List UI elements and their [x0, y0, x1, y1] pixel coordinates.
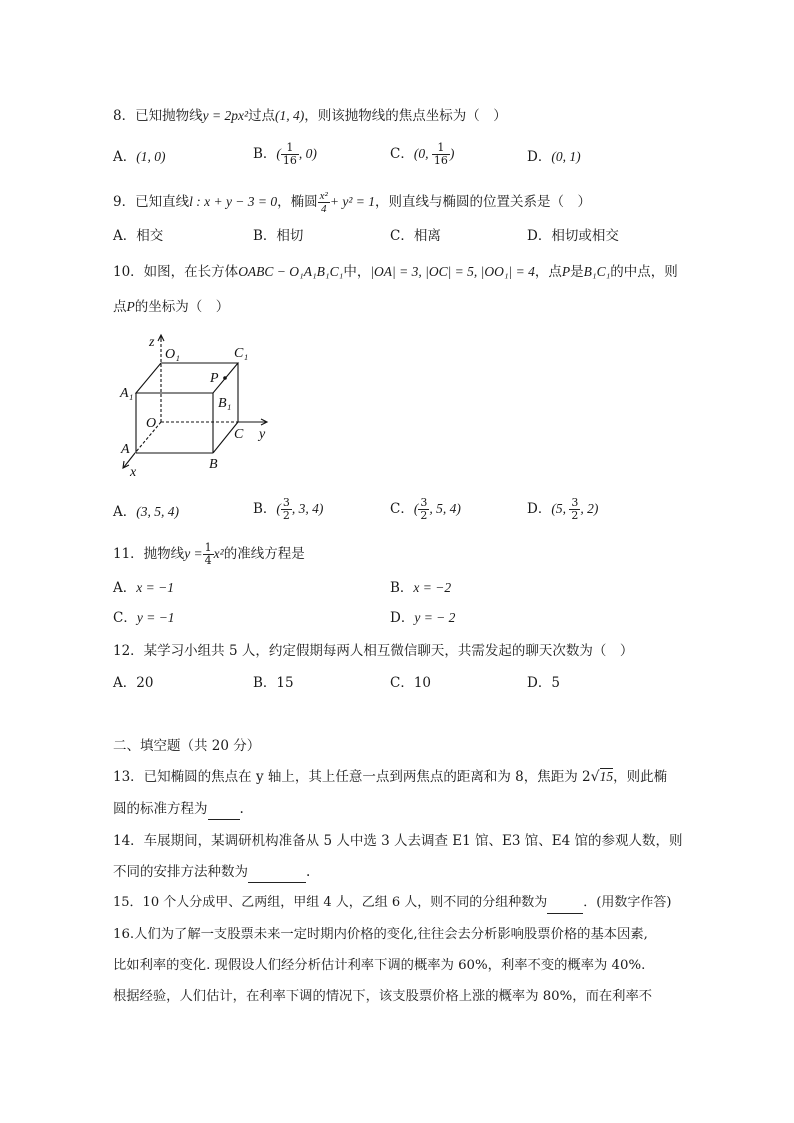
q10-solid: OABC − O₁A₁B₁C₁ — [238, 264, 344, 279]
q14-text: . — [306, 864, 311, 880]
option-value: , 5, 4) — [429, 501, 461, 516]
denominator: 16 — [282, 154, 297, 167]
q9-text: ，则直线与椭圆的位置关系是（ ） — [374, 194, 591, 210]
numerator: 3 — [571, 496, 579, 509]
q11-text: 的准线方程是 — [223, 546, 305, 562]
fraction — [318, 190, 330, 215]
option-label: B． — [390, 580, 414, 596]
label-o: O — [146, 416, 157, 431]
denominator: 2 — [571, 509, 579, 522]
numerator: 1 — [204, 541, 212, 554]
q9-text: 9．已知直线 — [113, 194, 190, 210]
option-label: B． — [253, 146, 277, 162]
q12-option-c: C．10 — [390, 675, 432, 691]
q10-option-c — [390, 497, 461, 522]
label-z: z — [149, 335, 155, 350]
q8-option-c — [390, 142, 454, 167]
option-value: (0, 1) — [551, 149, 581, 164]
denominator: 2 — [282, 509, 290, 522]
q10-text: ，点 — [534, 264, 562, 280]
q9-option-b: B．相切 — [253, 228, 304, 244]
fraction — [281, 497, 292, 522]
label-y: y — [259, 427, 266, 442]
q11-expr: y = — [184, 546, 203, 561]
option-value: (5, — [551, 501, 570, 516]
denominator: 4 — [321, 203, 327, 215]
q10-text: 的中点，则 — [610, 264, 678, 280]
q8-stem — [113, 106, 507, 126]
label-b1: B₁ — [218, 396, 232, 411]
q12-option-d: D．5 — [527, 675, 560, 691]
q12-option-b: B．15 — [253, 675, 294, 691]
q9-ellipse-expr: + y² = 1 — [329, 194, 375, 209]
option-value: , 3, 4) — [291, 501, 324, 516]
option-value: ( — [276, 146, 281, 161]
q10-stem-line1 — [113, 262, 678, 282]
q10-text: 是 — [570, 264, 584, 280]
q16-line3: 根据经验，人们估计，在利率下调的情况下，该支股票价格上涨的概率为 80%，而在利率不 — [113, 989, 653, 1004]
q9-option-c: C．相离 — [390, 228, 441, 244]
label-c1: C₁ — [234, 346, 249, 361]
q11-option-a — [113, 578, 174, 598]
label-a1: A₁ — [120, 386, 134, 401]
q10-option-d — [527, 497, 598, 522]
q10-text: 点 — [113, 299, 127, 315]
q10-text: 10．如图，在长方体 — [113, 264, 239, 280]
q15-line — [113, 893, 671, 914]
q10-point: P — [126, 299, 135, 314]
q11-option-b — [390, 578, 451, 598]
numerator: 3 — [420, 496, 428, 509]
option-value: ( — [276, 501, 281, 516]
fraction — [281, 142, 299, 167]
q8-text: ，则该抛物线的焦点坐标为（ ） — [304, 108, 507, 124]
section-heading: 二、填空题（共 20 分） — [113, 738, 261, 754]
denominator: 4 — [204, 554, 212, 567]
option-label: A． — [113, 149, 137, 165]
option-label: D． — [527, 501, 552, 517]
q8-text: 8．已知抛物线 — [113, 108, 203, 124]
option-label: C． — [113, 610, 137, 626]
q10-point: P — [561, 264, 571, 279]
q10-text: 的坐标为（ ） — [134, 299, 230, 315]
option-value: , 2) — [580, 501, 599, 516]
cuboid-diagram — [113, 330, 283, 480]
option-label: B． — [253, 501, 277, 517]
q11-option-c — [113, 608, 175, 628]
q10-text: 中， — [343, 264, 371, 280]
numerator: x² — [319, 190, 328, 202]
option-value: y = −1 — [136, 610, 175, 625]
q10-option-b — [253, 497, 323, 522]
q10-conditions: |OA| = 3, |OC| = 5, |OO₁| = 4 — [370, 264, 535, 279]
denominator: 2 — [420, 509, 428, 522]
option-label: C． — [390, 501, 414, 517]
numerator: 1 — [432, 142, 450, 155]
q14-line2 — [113, 862, 310, 883]
q10-option-a — [113, 502, 179, 522]
label-x: x — [130, 465, 137, 480]
option-value: x = −2 — [413, 580, 452, 595]
fraction — [203, 542, 214, 567]
option-label: D． — [390, 610, 415, 626]
q10-segment: B₁C₁ — [583, 264, 611, 279]
q8-text: 过点 — [248, 108, 275, 124]
cuboid-figure — [113, 330, 283, 480]
label-c: C — [234, 427, 244, 442]
q13-text: 圆的标准方程为 — [113, 801, 208, 817]
option-value: (0, — [413, 146, 432, 161]
numerator: 1 — [281, 142, 299, 155]
fraction — [418, 497, 429, 522]
option-label: C． — [390, 146, 414, 162]
answer-blank[interactable] — [248, 862, 306, 883]
q11-expr: x² — [213, 546, 224, 561]
q11-stem — [113, 542, 305, 567]
q9-stem — [113, 190, 591, 215]
q11-text: 11．抛物线 — [113, 546, 185, 562]
q16-line1: 16.人们为了解一支股票未来一定时期内价格的变化,往往会去分析影响股票价格的基本因素, — [113, 927, 648, 942]
fraction — [432, 142, 450, 167]
answer-blank[interactable] — [208, 799, 240, 820]
point-p-marker — [223, 376, 227, 380]
q11-option-d — [390, 608, 455, 628]
option-value: y = − 2 — [414, 610, 456, 625]
q14-text: 不同的安排方法种数为 — [113, 864, 248, 880]
sqrt-sign: √ — [590, 769, 600, 785]
answer-blank[interactable] — [547, 893, 583, 914]
q13-line2 — [113, 799, 244, 820]
label-a: A — [121, 442, 130, 457]
q14-line1: 14．车展期间，某调研机构准备从 5 人中选 3 人去调查 E1 馆、E3 馆、E4 馆的参观人数，则 — [113, 833, 683, 849]
q9-option-a: A．相交 — [113, 228, 164, 244]
q13-text: 13．已知椭圆的焦点在 y 轴上，其上任意一点到两焦点的距离和为 8，焦距为 2 — [113, 769, 591, 785]
option-label: A． — [113, 504, 137, 520]
option-label: A． — [113, 580, 137, 596]
q8-option-d — [527, 147, 581, 167]
q12-stem: 12．某学习小组共 5 人，约定假期每两人相互微信聊天，共需发起的聊天次数为（ ） — [113, 643, 634, 659]
q9-text: ，椭圆 — [277, 194, 318, 210]
q13-line1 — [113, 767, 667, 787]
option-value: (1, 0) — [136, 149, 166, 164]
label-p: P — [210, 371, 219, 386]
option-value: x = −1 — [136, 580, 174, 595]
option-value: ) — [449, 146, 455, 161]
q12-option-a: A．20 — [113, 675, 154, 691]
option-value: , 0) — [298, 146, 317, 161]
q8-expr: y = 2px² — [202, 108, 248, 123]
label-b: B — [209, 457, 218, 472]
option-value: (3, 5, 4) — [136, 504, 179, 519]
radicand: 15 — [599, 769, 614, 784]
q9-option-d: D．相切或相交 — [527, 228, 619, 244]
q8-option-a — [113, 147, 166, 167]
q13-text: ，则此椭 — [613, 769, 668, 785]
option-label: D． — [527, 149, 552, 165]
numerator: 3 — [282, 496, 290, 509]
option-value: ( — [413, 501, 419, 516]
q13-text: . — [239, 801, 244, 817]
q16-line2: 比如利率的变化. 现假设人们经分析估计利率下调的概率为 60%，利率不变的概率为 40%. — [113, 958, 646, 973]
q8-option-b — [253, 142, 317, 167]
q15-text: ．(用数字作答) — [583, 895, 672, 910]
q10-stem-line2 — [113, 297, 229, 317]
q8-point: (1, 4) — [275, 108, 305, 123]
q15-text: 15．10 个人分成甲、乙两组，甲组 4 人，乙组 6 人，则不同的分组种数为 — [113, 895, 548, 910]
denominator: 16 — [433, 154, 448, 167]
fraction — [569, 497, 580, 522]
label-o1: O₁ — [165, 347, 180, 362]
q9-line-expr: l : x + y − 3 = 0 — [189, 194, 278, 209]
